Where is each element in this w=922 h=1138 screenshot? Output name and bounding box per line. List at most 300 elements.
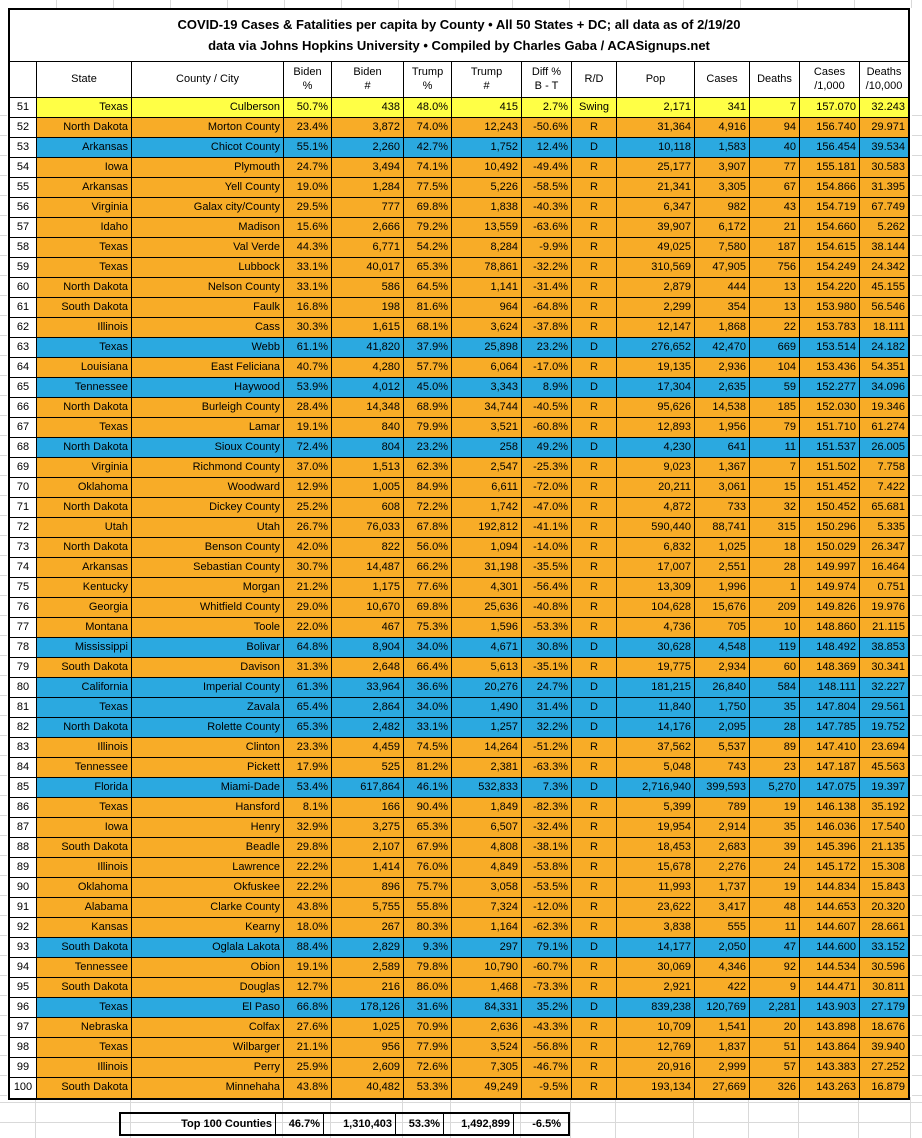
cell-county[interactable]: Perry: [132, 1058, 284, 1077]
cell-county[interactable]: Pickett: [132, 758, 284, 777]
cell-trump-pct[interactable]: 9.3%: [404, 938, 452, 957]
cell-biden-pct[interactable]: 22.2%: [284, 858, 332, 877]
cell-trump-num[interactable]: 10,492: [452, 158, 522, 177]
cell-county[interactable]: Henry: [132, 818, 284, 837]
cell-rd[interactable]: D: [572, 718, 617, 737]
cell-pop[interactable]: 12,893: [617, 418, 695, 437]
cell-trump-num[interactable]: 25,636: [452, 598, 522, 617]
cell-biden-pct[interactable]: 27.6%: [284, 1018, 332, 1037]
cell-rd[interactable]: R: [572, 858, 617, 877]
header-trump-pct[interactable]: Trump %: [404, 62, 452, 97]
cell-trump-pct[interactable]: 80.3%: [404, 918, 452, 937]
cell-biden-pct[interactable]: 24.7%: [284, 158, 332, 177]
cell-deaths-per-10000[interactable]: 5.262: [860, 218, 908, 237]
cell-deaths[interactable]: 13: [750, 298, 800, 317]
cell-trump-pct[interactable]: 34.0%: [404, 638, 452, 657]
cell-cases-per-1000[interactable]: 155.181: [800, 158, 860, 177]
cell-county[interactable]: Utah: [132, 518, 284, 537]
cell-deaths[interactable]: 23: [750, 758, 800, 777]
cell-trump-num[interactable]: 3,624: [452, 318, 522, 337]
summary-trump-num[interactable]: 1,492,899: [444, 1114, 514, 1134]
cell-county[interactable]: Lamar: [132, 418, 284, 437]
cell-deaths-per-10000[interactable]: 56.546: [860, 298, 908, 317]
cell-rank[interactable]: 53: [10, 138, 37, 157]
cell-pop[interactable]: 19,775: [617, 658, 695, 677]
cell-rd[interactable]: D: [572, 998, 617, 1017]
cell-deaths[interactable]: 18: [750, 538, 800, 557]
cell-diff[interactable]: 30.8%: [522, 638, 572, 657]
cell-trump-pct[interactable]: 79.8%: [404, 958, 452, 977]
cell-pop[interactable]: 18,453: [617, 838, 695, 857]
cell-diff[interactable]: -64.8%: [522, 298, 572, 317]
cell-trump-pct[interactable]: 70.9%: [404, 1018, 452, 1037]
cell-deaths[interactable]: 7: [750, 458, 800, 477]
cell-trump-pct[interactable]: 62.3%: [404, 458, 452, 477]
cell-biden-pct[interactable]: 8.1%: [284, 798, 332, 817]
cell-diff[interactable]: 23.2%: [522, 338, 572, 357]
cell-rank[interactable]: 95: [10, 978, 37, 997]
cell-county[interactable]: Whitfield County: [132, 598, 284, 617]
cell-rank[interactable]: 87: [10, 818, 37, 837]
cell-rd[interactable]: R: [572, 578, 617, 597]
cell-trump-num[interactable]: 84,331: [452, 998, 522, 1017]
cell-deaths-per-10000[interactable]: 45.155: [860, 278, 908, 297]
cell-rd[interactable]: D: [572, 638, 617, 657]
cell-diff[interactable]: -31.4%: [522, 278, 572, 297]
cell-deaths-per-10000[interactable]: 30.583: [860, 158, 908, 177]
cell-cases-per-1000[interactable]: 147.410: [800, 738, 860, 757]
cell-rd[interactable]: R: [572, 418, 617, 437]
cell-biden-pct[interactable]: 29.8%: [284, 838, 332, 857]
cell-rd[interactable]: R: [572, 318, 617, 337]
cell-county[interactable]: Madison: [132, 218, 284, 237]
cell-county[interactable]: Wilbarger: [132, 1038, 284, 1057]
cell-trump-pct[interactable]: 64.5%: [404, 278, 452, 297]
cell-county[interactable]: Dickey County: [132, 498, 284, 517]
cell-rd[interactable]: R: [572, 238, 617, 257]
cell-state[interactable]: Iowa: [37, 818, 132, 837]
cell-county[interactable]: Okfuskee: [132, 878, 284, 897]
cell-trump-pct[interactable]: 81.6%: [404, 298, 452, 317]
cell-diff[interactable]: 2.7%: [522, 98, 572, 117]
cell-deaths[interactable]: 9: [750, 978, 800, 997]
cell-biden-num[interactable]: 896: [332, 878, 404, 897]
cell-cases[interactable]: 2,999: [695, 1058, 750, 1077]
cell-trump-num[interactable]: 3,521: [452, 418, 522, 437]
cell-pop[interactable]: 276,652: [617, 338, 695, 357]
cell-biden-num[interactable]: 41,820: [332, 338, 404, 357]
cell-pop[interactable]: 2,921: [617, 978, 695, 997]
cell-pop[interactable]: 2,879: [617, 278, 695, 297]
cell-cases-per-1000[interactable]: 144.834: [800, 878, 860, 897]
cell-trump-num[interactable]: 25,898: [452, 338, 522, 357]
cell-trump-num[interactable]: 1,490: [452, 698, 522, 717]
cell-deaths[interactable]: 1: [750, 578, 800, 597]
cell-cases[interactable]: 2,050: [695, 938, 750, 957]
cell-county[interactable]: Yell County: [132, 178, 284, 197]
cell-deaths-per-10000[interactable]: 35.192: [860, 798, 908, 817]
cell-biden-num[interactable]: 198: [332, 298, 404, 317]
cell-state[interactable]: Tennessee: [37, 958, 132, 977]
cell-state[interactable]: Texas: [37, 998, 132, 1017]
cell-cases-per-1000[interactable]: 144.534: [800, 958, 860, 977]
cell-biden-pct[interactable]: 65.4%: [284, 698, 332, 717]
cell-state[interactable]: Utah: [37, 518, 132, 537]
cell-deaths[interactable]: 59: [750, 378, 800, 397]
cell-biden-pct[interactable]: 42.0%: [284, 538, 332, 557]
cell-biden-pct[interactable]: 29.0%: [284, 598, 332, 617]
cell-deaths-per-10000[interactable]: 39.534: [860, 138, 908, 157]
cell-deaths[interactable]: 11: [750, 438, 800, 457]
cell-diff[interactable]: -47.0%: [522, 498, 572, 517]
cell-biden-pct[interactable]: 44.3%: [284, 238, 332, 257]
cell-pop[interactable]: 10,118: [617, 138, 695, 157]
cell-rd[interactable]: R: [572, 1058, 617, 1077]
cell-deaths-per-10000[interactable]: 7.758: [860, 458, 908, 477]
cell-rd[interactable]: R: [572, 198, 617, 217]
cell-deaths-per-10000[interactable]: 26.005: [860, 438, 908, 457]
cell-pop[interactable]: 11,840: [617, 698, 695, 717]
cell-cases[interactable]: 6,172: [695, 218, 750, 237]
cell-deaths[interactable]: 28: [750, 558, 800, 577]
cell-diff[interactable]: 32.2%: [522, 718, 572, 737]
cell-rank[interactable]: 100: [10, 1078, 37, 1098]
cell-cases-per-1000[interactable]: 149.826: [800, 598, 860, 617]
cell-biden-num[interactable]: 2,609: [332, 1058, 404, 1077]
cell-deaths[interactable]: 51: [750, 1038, 800, 1057]
cell-trump-num[interactable]: 34,744: [452, 398, 522, 417]
cell-cases-per-1000[interactable]: 152.277: [800, 378, 860, 397]
cell-state[interactable]: Texas: [37, 338, 132, 357]
cell-diff[interactable]: -60.8%: [522, 418, 572, 437]
cell-state[interactable]: Oklahoma: [37, 878, 132, 897]
summary-trump-pct[interactable]: 53.3%: [396, 1114, 444, 1134]
cell-biden-num[interactable]: 3,872: [332, 118, 404, 137]
cell-diff[interactable]: -41.1%: [522, 518, 572, 537]
cell-biden-pct[interactable]: 23.4%: [284, 118, 332, 137]
cell-biden-num[interactable]: 525: [332, 758, 404, 777]
cell-biden-pct[interactable]: 25.2%: [284, 498, 332, 517]
cell-deaths[interactable]: 315: [750, 518, 800, 537]
cell-cases[interactable]: 4,346: [695, 958, 750, 977]
cell-deaths[interactable]: 11: [750, 918, 800, 937]
cell-rd[interactable]: R: [572, 218, 617, 237]
cell-rank[interactable]: 85: [10, 778, 37, 797]
cell-biden-pct[interactable]: 17.9%: [284, 758, 332, 777]
cell-pop[interactable]: 20,211: [617, 478, 695, 497]
cell-biden-num[interactable]: 178,126: [332, 998, 404, 1017]
cell-state[interactable]: Virginia: [37, 458, 132, 477]
cell-deaths[interactable]: 669: [750, 338, 800, 357]
cell-county[interactable]: East Feliciana: [132, 358, 284, 377]
cell-state[interactable]: North Dakota: [37, 718, 132, 737]
cell-cases-per-1000[interactable]: 154.220: [800, 278, 860, 297]
cell-rd[interactable]: D: [572, 678, 617, 697]
cell-county[interactable]: Burleigh County: [132, 398, 284, 417]
cell-county[interactable]: Colfax: [132, 1018, 284, 1037]
cell-pop[interactable]: 6,347: [617, 198, 695, 217]
cell-biden-pct[interactable]: 33.1%: [284, 278, 332, 297]
cell-state[interactable]: Texas: [37, 258, 132, 277]
cell-deaths-per-10000[interactable]: 18.111: [860, 318, 908, 337]
cell-trump-pct[interactable]: 72.2%: [404, 498, 452, 517]
cell-rank[interactable]: 93: [10, 938, 37, 957]
cell-state[interactable]: Georgia: [37, 598, 132, 617]
cell-trump-num[interactable]: 192,812: [452, 518, 522, 537]
cell-pop[interactable]: 5,399: [617, 798, 695, 817]
cell-cases-per-1000[interactable]: 144.653: [800, 898, 860, 917]
cell-cases-per-1000[interactable]: 154.660: [800, 218, 860, 237]
cell-state[interactable]: Illinois: [37, 858, 132, 877]
cell-rd[interactable]: R: [572, 118, 617, 137]
cell-rank[interactable]: 86: [10, 798, 37, 817]
cell-pop[interactable]: 12,147: [617, 318, 695, 337]
cell-biden-pct[interactable]: 18.0%: [284, 918, 332, 937]
cell-trump-pct[interactable]: 57.7%: [404, 358, 452, 377]
header-state[interactable]: State: [37, 62, 132, 97]
cell-pop[interactable]: 12,769: [617, 1038, 695, 1057]
cell-trump-num[interactable]: 4,301: [452, 578, 522, 597]
cell-deaths-per-10000[interactable]: 45.563: [860, 758, 908, 777]
summary-label[interactable]: Top 100 Counties: [121, 1114, 276, 1134]
cell-diff[interactable]: -72.0%: [522, 478, 572, 497]
cell-rd[interactable]: R: [572, 398, 617, 417]
cell-biden-num[interactable]: 76,033: [332, 518, 404, 537]
cell-rank[interactable]: 65: [10, 378, 37, 397]
cell-biden-num[interactable]: 2,666: [332, 218, 404, 237]
cell-cases-per-1000[interactable]: 151.452: [800, 478, 860, 497]
cell-deaths[interactable]: 35: [750, 698, 800, 717]
cell-pop[interactable]: 310,569: [617, 258, 695, 277]
cell-state[interactable]: North Dakota: [37, 498, 132, 517]
cell-deaths-per-10000[interactable]: 5.335: [860, 518, 908, 537]
cell-rank[interactable]: 66: [10, 398, 37, 417]
cell-trump-pct[interactable]: 65.3%: [404, 818, 452, 837]
cell-pop[interactable]: 11,993: [617, 878, 695, 897]
cell-trump-pct[interactable]: 34.0%: [404, 698, 452, 717]
cell-trump-pct[interactable]: 46.1%: [404, 778, 452, 797]
cell-deaths[interactable]: 185: [750, 398, 800, 417]
cell-cases[interactable]: 2,095: [695, 718, 750, 737]
cell-diff[interactable]: -56.8%: [522, 1038, 572, 1057]
cell-deaths[interactable]: 7: [750, 98, 800, 117]
cell-cases-per-1000[interactable]: 147.785: [800, 718, 860, 737]
cell-rank[interactable]: 71: [10, 498, 37, 517]
cell-trump-pct[interactable]: 79.9%: [404, 418, 452, 437]
cell-cases-per-1000[interactable]: 157.070: [800, 98, 860, 117]
cell-state[interactable]: Texas: [37, 98, 132, 117]
cell-cases[interactable]: 2,635: [695, 378, 750, 397]
cell-rank[interactable]: 57: [10, 218, 37, 237]
cell-biden-num[interactable]: 617,864: [332, 778, 404, 797]
cell-biden-pct[interactable]: 16.8%: [284, 298, 332, 317]
cell-trump-pct[interactable]: 56.0%: [404, 538, 452, 557]
cell-trump-pct[interactable]: 69.8%: [404, 198, 452, 217]
cell-pop[interactable]: 9,023: [617, 458, 695, 477]
cell-trump-pct[interactable]: 31.6%: [404, 998, 452, 1017]
cell-pop[interactable]: 104,628: [617, 598, 695, 617]
cell-cases-per-1000[interactable]: 144.607: [800, 918, 860, 937]
cell-cases-per-1000[interactable]: 151.502: [800, 458, 860, 477]
cell-pop[interactable]: 17,007: [617, 558, 695, 577]
cell-biden-num[interactable]: 40,482: [332, 1078, 404, 1098]
cell-state[interactable]: Virginia: [37, 198, 132, 217]
cell-deaths[interactable]: 2,281: [750, 998, 800, 1017]
cell-county[interactable]: Bolivar: [132, 638, 284, 657]
cell-biden-pct[interactable]: 61.3%: [284, 678, 332, 697]
cell-deaths-per-10000[interactable]: 32.243: [860, 98, 908, 117]
cell-cases[interactable]: 4,916: [695, 118, 750, 137]
cell-rank[interactable]: 73: [10, 538, 37, 557]
cell-pop[interactable]: 19,954: [617, 818, 695, 837]
cell-biden-pct[interactable]: 28.4%: [284, 398, 332, 417]
cell-diff[interactable]: -62.3%: [522, 918, 572, 937]
header-biden-pct[interactable]: Biden %: [284, 62, 332, 97]
cell-state[interactable]: Kansas: [37, 918, 132, 937]
cell-pop[interactable]: 14,176: [617, 718, 695, 737]
cell-deaths-per-10000[interactable]: 23.694: [860, 738, 908, 757]
cell-biden-pct[interactable]: 33.1%: [284, 258, 332, 277]
cell-cases[interactable]: 3,907: [695, 158, 750, 177]
cell-biden-num[interactable]: 4,280: [332, 358, 404, 377]
summary-diff[interactable]: -6.5%: [532, 1118, 561, 1130]
cell-state[interactable]: North Dakota: [37, 538, 132, 557]
cell-diff[interactable]: -50.6%: [522, 118, 572, 137]
cell-biden-num[interactable]: 2,864: [332, 698, 404, 717]
cell-deaths-per-10000[interactable]: 19.752: [860, 718, 908, 737]
cell-biden-pct[interactable]: 19.1%: [284, 418, 332, 437]
cell-trump-pct[interactable]: 79.2%: [404, 218, 452, 237]
cell-county[interactable]: Haywood: [132, 378, 284, 397]
cell-trump-pct[interactable]: 86.0%: [404, 978, 452, 997]
cell-deaths[interactable]: 57: [750, 1058, 800, 1077]
cell-state[interactable]: Texas: [37, 698, 132, 717]
cell-state[interactable]: Alabama: [37, 898, 132, 917]
cell-pop[interactable]: 590,440: [617, 518, 695, 537]
cell-biden-num[interactable]: 2,107: [332, 838, 404, 857]
cell-diff[interactable]: -40.5%: [522, 398, 572, 417]
cell-state[interactable]: Texas: [37, 418, 132, 437]
cell-deaths-per-10000[interactable]: 20.320: [860, 898, 908, 917]
cell-rd[interactable]: R: [572, 958, 617, 977]
cell-cases[interactable]: 1,750: [695, 698, 750, 717]
cell-cases[interactable]: 42,470: [695, 338, 750, 357]
cell-rank[interactable]: 84: [10, 758, 37, 777]
cell-diff[interactable]: 35.2%: [522, 998, 572, 1017]
cell-state[interactable]: Arkansas: [37, 138, 132, 157]
cell-deaths-per-10000[interactable]: 21.135: [860, 838, 908, 857]
cell-trump-pct[interactable]: 42.7%: [404, 138, 452, 157]
cell-biden-num[interactable]: 608: [332, 498, 404, 517]
cell-deaths-per-10000[interactable]: 15.843: [860, 878, 908, 897]
cell-rd[interactable]: R: [572, 178, 617, 197]
cell-deaths-per-10000[interactable]: 54.351: [860, 358, 908, 377]
cell-state[interactable]: California: [37, 678, 132, 697]
cell-biden-pct[interactable]: 53.4%: [284, 778, 332, 797]
cell-cases[interactable]: 1,837: [695, 1038, 750, 1057]
cell-deaths[interactable]: 92: [750, 958, 800, 977]
cell-county[interactable]: Sebastian County: [132, 558, 284, 577]
cell-biden-pct[interactable]: 31.3%: [284, 658, 332, 677]
cell-deaths-per-10000[interactable]: 65.681: [860, 498, 908, 517]
cell-deaths-per-10000[interactable]: 29.971: [860, 118, 908, 137]
cell-deaths-per-10000[interactable]: 0.751: [860, 578, 908, 597]
cell-trump-num[interactable]: 3,058: [452, 878, 522, 897]
cell-biden-pct[interactable]: 21.1%: [284, 1038, 332, 1057]
cell-trump-num[interactable]: 13,559: [452, 218, 522, 237]
cell-pop[interactable]: 4,230: [617, 438, 695, 457]
cell-cases-per-1000[interactable]: 148.111: [800, 678, 860, 697]
cell-pop[interactable]: 6,832: [617, 538, 695, 557]
cell-county[interactable]: Rolette County: [132, 718, 284, 737]
cell-rd[interactable]: R: [572, 878, 617, 897]
cell-diff[interactable]: 24.7%: [522, 678, 572, 697]
cell-trump-num[interactable]: 3,343: [452, 378, 522, 397]
cell-rd[interactable]: R: [572, 298, 617, 317]
cell-rd[interactable]: R: [572, 978, 617, 997]
cell-trump-num[interactable]: 297: [452, 938, 522, 957]
cell-trump-num[interactable]: 8,284: [452, 238, 522, 257]
cell-cases[interactable]: 27,669: [695, 1078, 750, 1098]
cell-cases[interactable]: 444: [695, 278, 750, 297]
cell-trump-num[interactable]: 1,742: [452, 498, 522, 517]
cell-county[interactable]: Sioux County: [132, 438, 284, 457]
cell-rank[interactable]: 81: [10, 698, 37, 717]
cell-biden-num[interactable]: 1,414: [332, 858, 404, 877]
cell-rd[interactable]: R: [572, 1018, 617, 1037]
cell-pop[interactable]: 25,177: [617, 158, 695, 177]
cell-state[interactable]: South Dakota: [37, 838, 132, 857]
cell-biden-pct[interactable]: 55.1%: [284, 138, 332, 157]
cell-deaths-per-10000[interactable]: 33.152: [860, 938, 908, 957]
cell-trump-num[interactable]: 415: [452, 98, 522, 117]
cell-state[interactable]: Illinois: [37, 738, 132, 757]
cell-deaths[interactable]: 756: [750, 258, 800, 277]
cell-cases[interactable]: 1,956: [695, 418, 750, 437]
cell-deaths[interactable]: 43: [750, 198, 800, 217]
cell-cases-per-1000[interactable]: 153.980: [800, 298, 860, 317]
cell-cases[interactable]: 3,061: [695, 478, 750, 497]
cell-rank[interactable]: 52: [10, 118, 37, 137]
cell-biden-pct[interactable]: 40.7%: [284, 358, 332, 377]
cell-cases[interactable]: 1,996: [695, 578, 750, 597]
cell-trump-num[interactable]: 6,064: [452, 358, 522, 377]
cell-biden-pct[interactable]: 65.3%: [284, 718, 332, 737]
cell-biden-num[interactable]: 8,904: [332, 638, 404, 657]
cell-deaths-per-10000[interactable]: 28.661: [860, 918, 908, 937]
cell-county[interactable]: Minnehaha: [132, 1078, 284, 1098]
cell-state[interactable]: South Dakota: [37, 1078, 132, 1098]
cell-county[interactable]: Clarke County: [132, 898, 284, 917]
cell-trump-pct[interactable]: 36.6%: [404, 678, 452, 697]
cell-trump-pct[interactable]: 54.2%: [404, 238, 452, 257]
cell-rd[interactable]: R: [572, 798, 617, 817]
cell-rd[interactable]: R: [572, 1078, 617, 1098]
cell-biden-pct[interactable]: 72.4%: [284, 438, 332, 457]
cell-deaths[interactable]: 19: [750, 878, 800, 897]
cell-biden-num[interactable]: 33,964: [332, 678, 404, 697]
cell-diff[interactable]: -60.7%: [522, 958, 572, 977]
cell-trump-num[interactable]: 1,468: [452, 978, 522, 997]
cell-trump-pct[interactable]: 66.2%: [404, 558, 452, 577]
cell-deaths-per-10000[interactable]: 19.346: [860, 398, 908, 417]
cell-rank[interactable]: 75: [10, 578, 37, 597]
cell-county[interactable]: Faulk: [132, 298, 284, 317]
cell-county[interactable]: Galax city/County: [132, 198, 284, 217]
cell-state[interactable]: South Dakota: [37, 298, 132, 317]
cell-pop[interactable]: 839,238: [617, 998, 695, 1017]
cell-rank[interactable]: 60: [10, 278, 37, 297]
